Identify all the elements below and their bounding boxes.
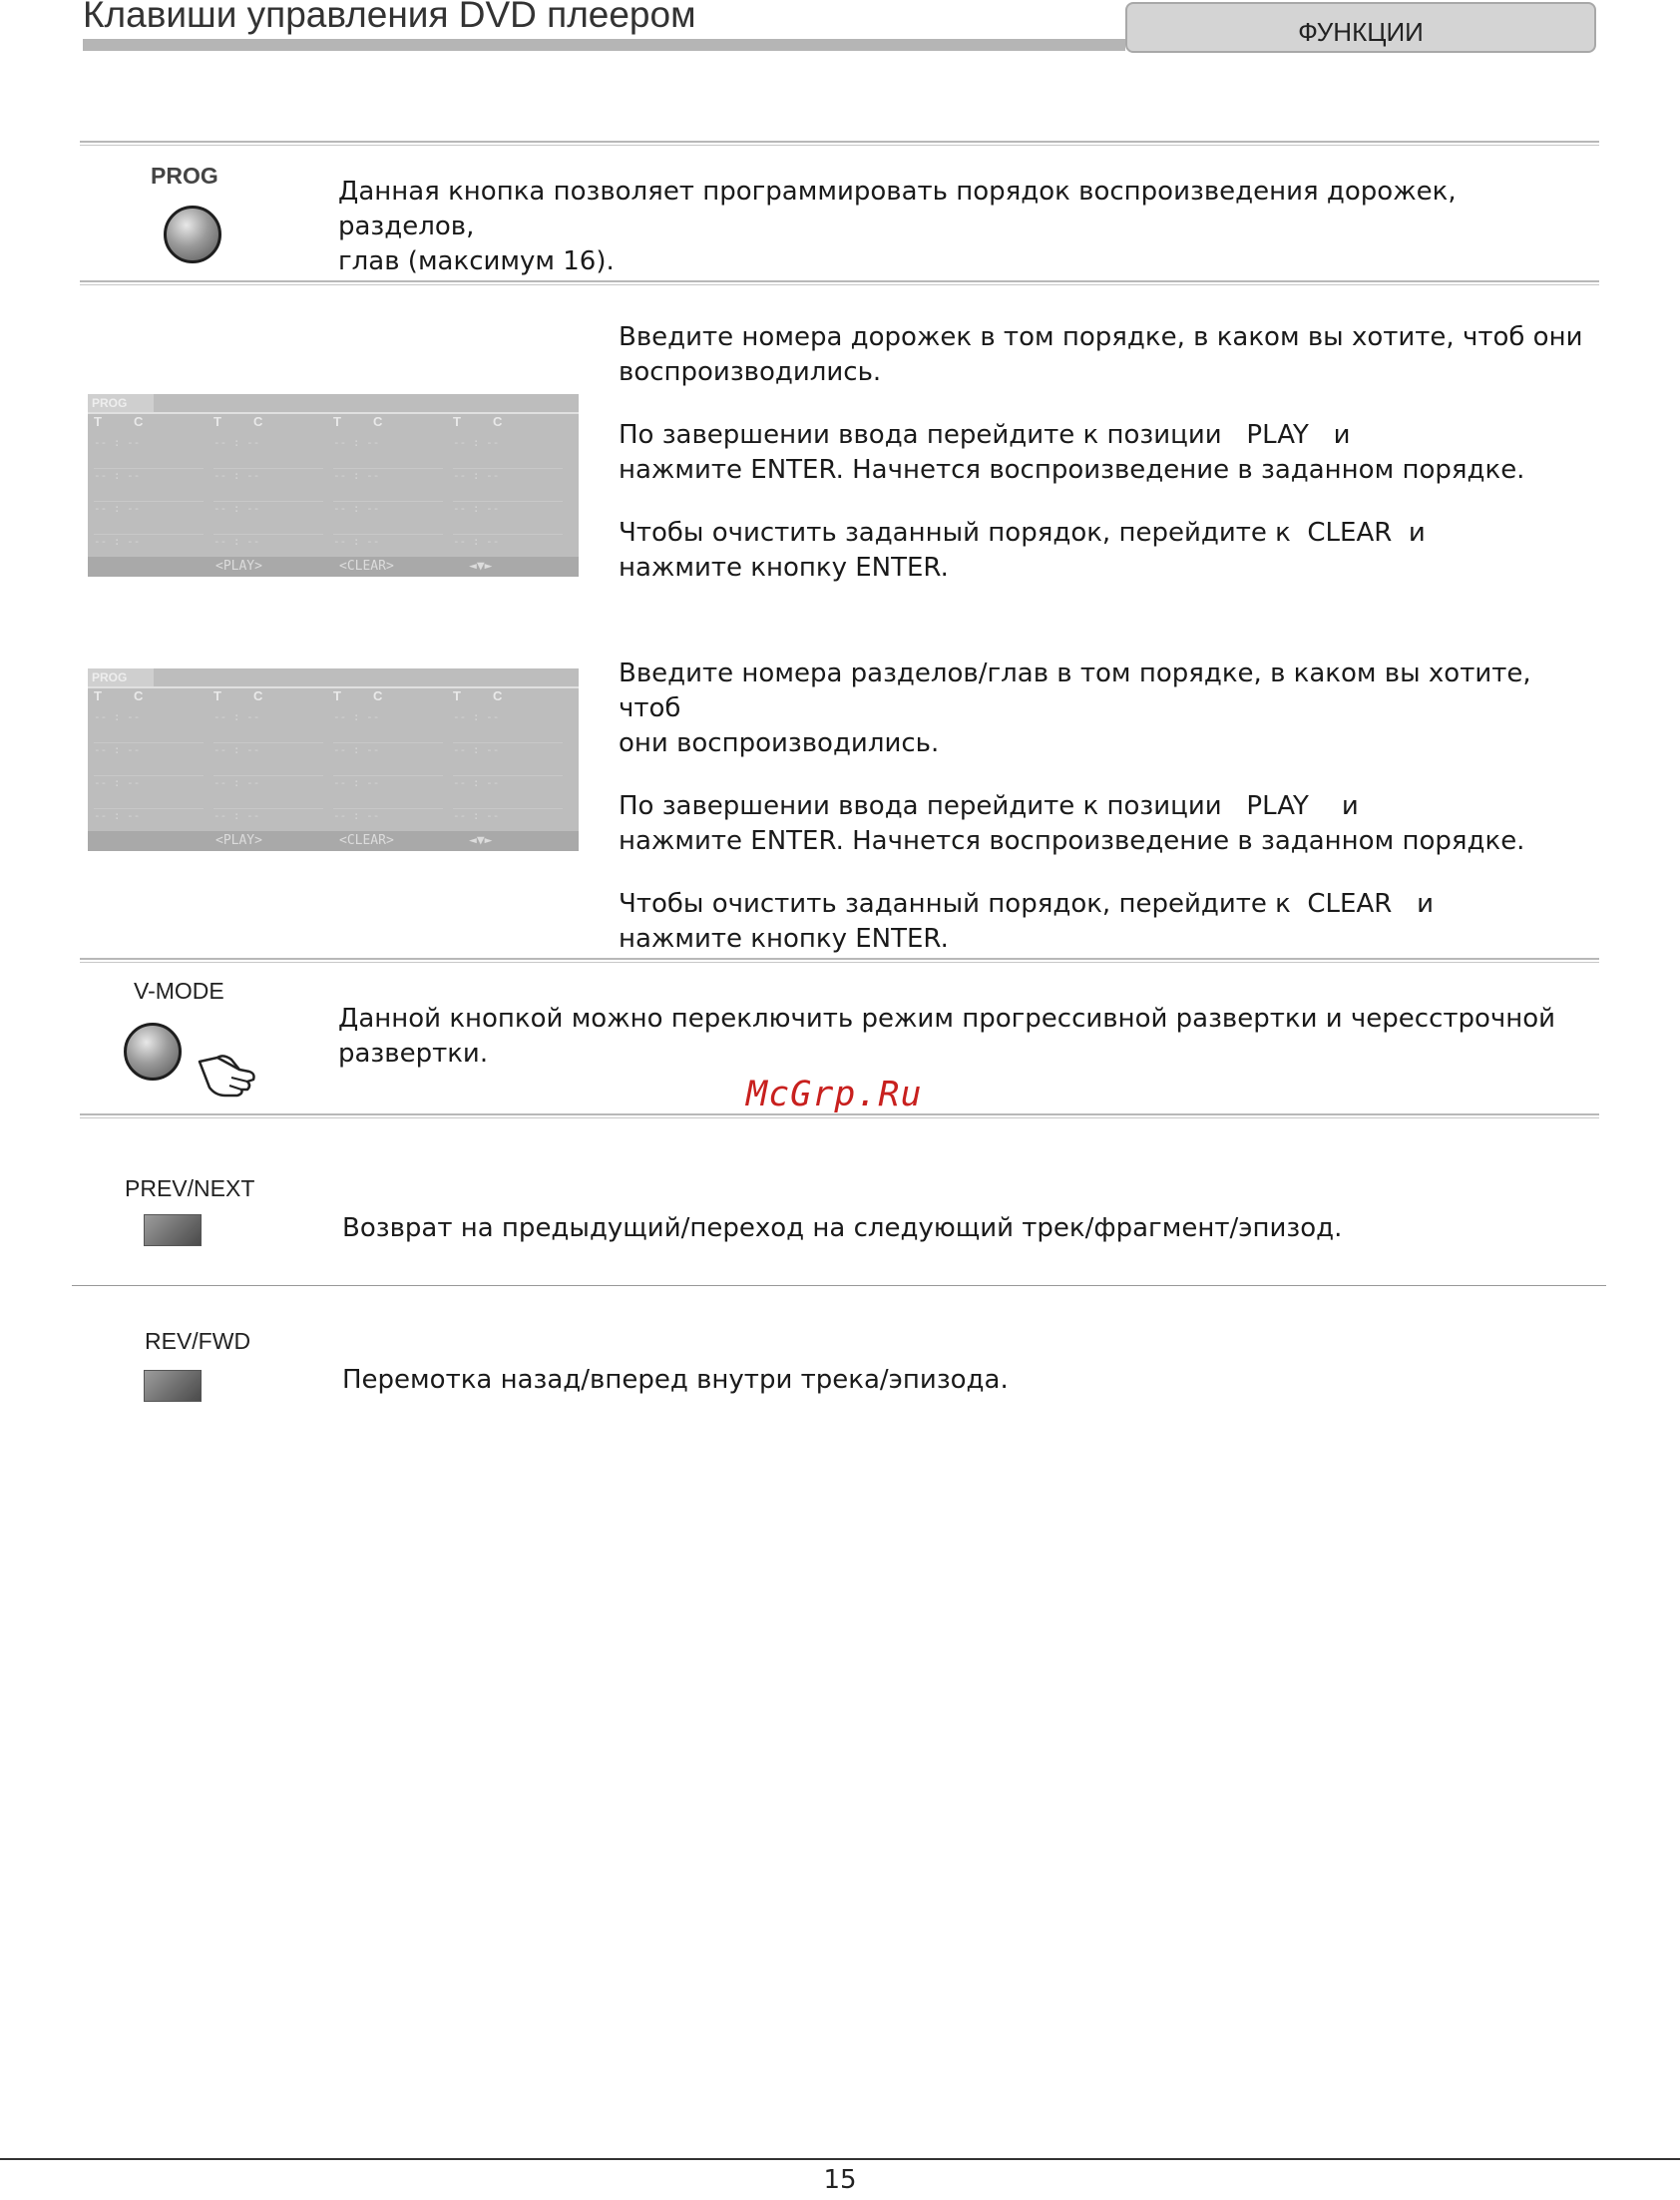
- divider: [80, 141, 1599, 146]
- tracks-instructions: [619, 320, 1596, 614]
- divider: [80, 1113, 1599, 1118]
- program-osd-screenshot-tracks: PROG T C -- : -- -- : -- -- : -- -- : -- T C -- : -- -- : -- -- : -- -- : -- T C -- : -- -- : -- -- : -- -- : -- T C -- : -- -- : -- -- : -- -- : -- <PLAY> <CLEAR> ◄▼►: [88, 394, 579, 577]
- page-title: Клавиши управления DVD плеером: [83, 0, 696, 35]
- osd-tag: PROG: [88, 394, 154, 412]
- watermark: McGrp.Ru: [746, 1075, 923, 1114]
- vmode-label: V-MODE: [134, 978, 224, 1004]
- page-number: 15: [823, 2165, 857, 2195]
- header-rule: [83, 39, 1125, 51]
- footer-rule: [0, 2158, 1680, 2160]
- tracks-step-2: По завершении ввода перейдите к позиции PLAY и нажмите ENTER. Начнется воспроизведение в заданном порядке.: [619, 420, 1525, 485]
- revfwd-button-icon: [144, 1370, 202, 1402]
- chapters-step-2: По завершении ввода перейдите к позиции PLAY и нажмите ENTER. Начнется воспроизведение в заданном порядке.: [619, 791, 1525, 856]
- revfwd-description: Перемотка назад/вперед внутри трека/эпизода.: [342, 1365, 1009, 1395]
- prevnext-label: PREV/NEXT: [125, 1175, 255, 1201]
- revfwd-label: REV/FWD: [145, 1328, 251, 1354]
- chapters-step-1: Введите номера разделов/глав в том порядке, в каком вы хотите, чтоб они воспроизводились.: [619, 659, 1531, 758]
- section-tab: ФУНКЦИИ: [1125, 2, 1596, 53]
- program-osd-screenshot-chapters: PROG T C -- : -- -- : -- -- : -- -- : -- T C -- : -- -- : -- -- : -- -- : -- T C -- : -- -- : -- -- : -- -- : -- T C -- : -- -- : -- -- : -- -- : -- <PLAY> <CLEAR> ◄▼►: [88, 668, 579, 851]
- prog-button-icon: [164, 206, 221, 263]
- prevnext-button-icon: [144, 1214, 202, 1246]
- divider: [80, 280, 1599, 285]
- vmode-button-icon: [124, 1023, 182, 1081]
- divider: [72, 1285, 1606, 1286]
- divider: [80, 958, 1599, 963]
- pointing-hand-icon: [196, 1048, 257, 1100]
- vmode-description: Данной кнопкой можно переключить режим прогрессивной развертки и чересстрочной развертки.: [338, 1004, 1556, 1069]
- tracks-step-3: Чтобы очистить заданный порядок, перейдите к CLEAR и нажмите кнопку ENTER.: [619, 518, 1426, 583]
- chapters-step-3: Чтобы очистить заданный порядок, перейдите к CLEAR и нажмите кнопку ENTER.: [619, 889, 1434, 954]
- prog-label: PROG: [151, 163, 218, 189]
- tracks-step-1: Введите номера дорожек в том порядке, в каком вы хотите, чтоб они воспроизводились.: [619, 322, 1583, 387]
- chapters-instructions: [619, 657, 1596, 985]
- prevnext-description: Возврат на предыдущий/переход на следующий трек/фрагмент/эпизод.: [342, 1213, 1343, 1243]
- prog-description: Данная кнопка позволяет программировать порядок воспроизведения дорожек, разделов, глав (максимум 16).: [338, 177, 1457, 276]
